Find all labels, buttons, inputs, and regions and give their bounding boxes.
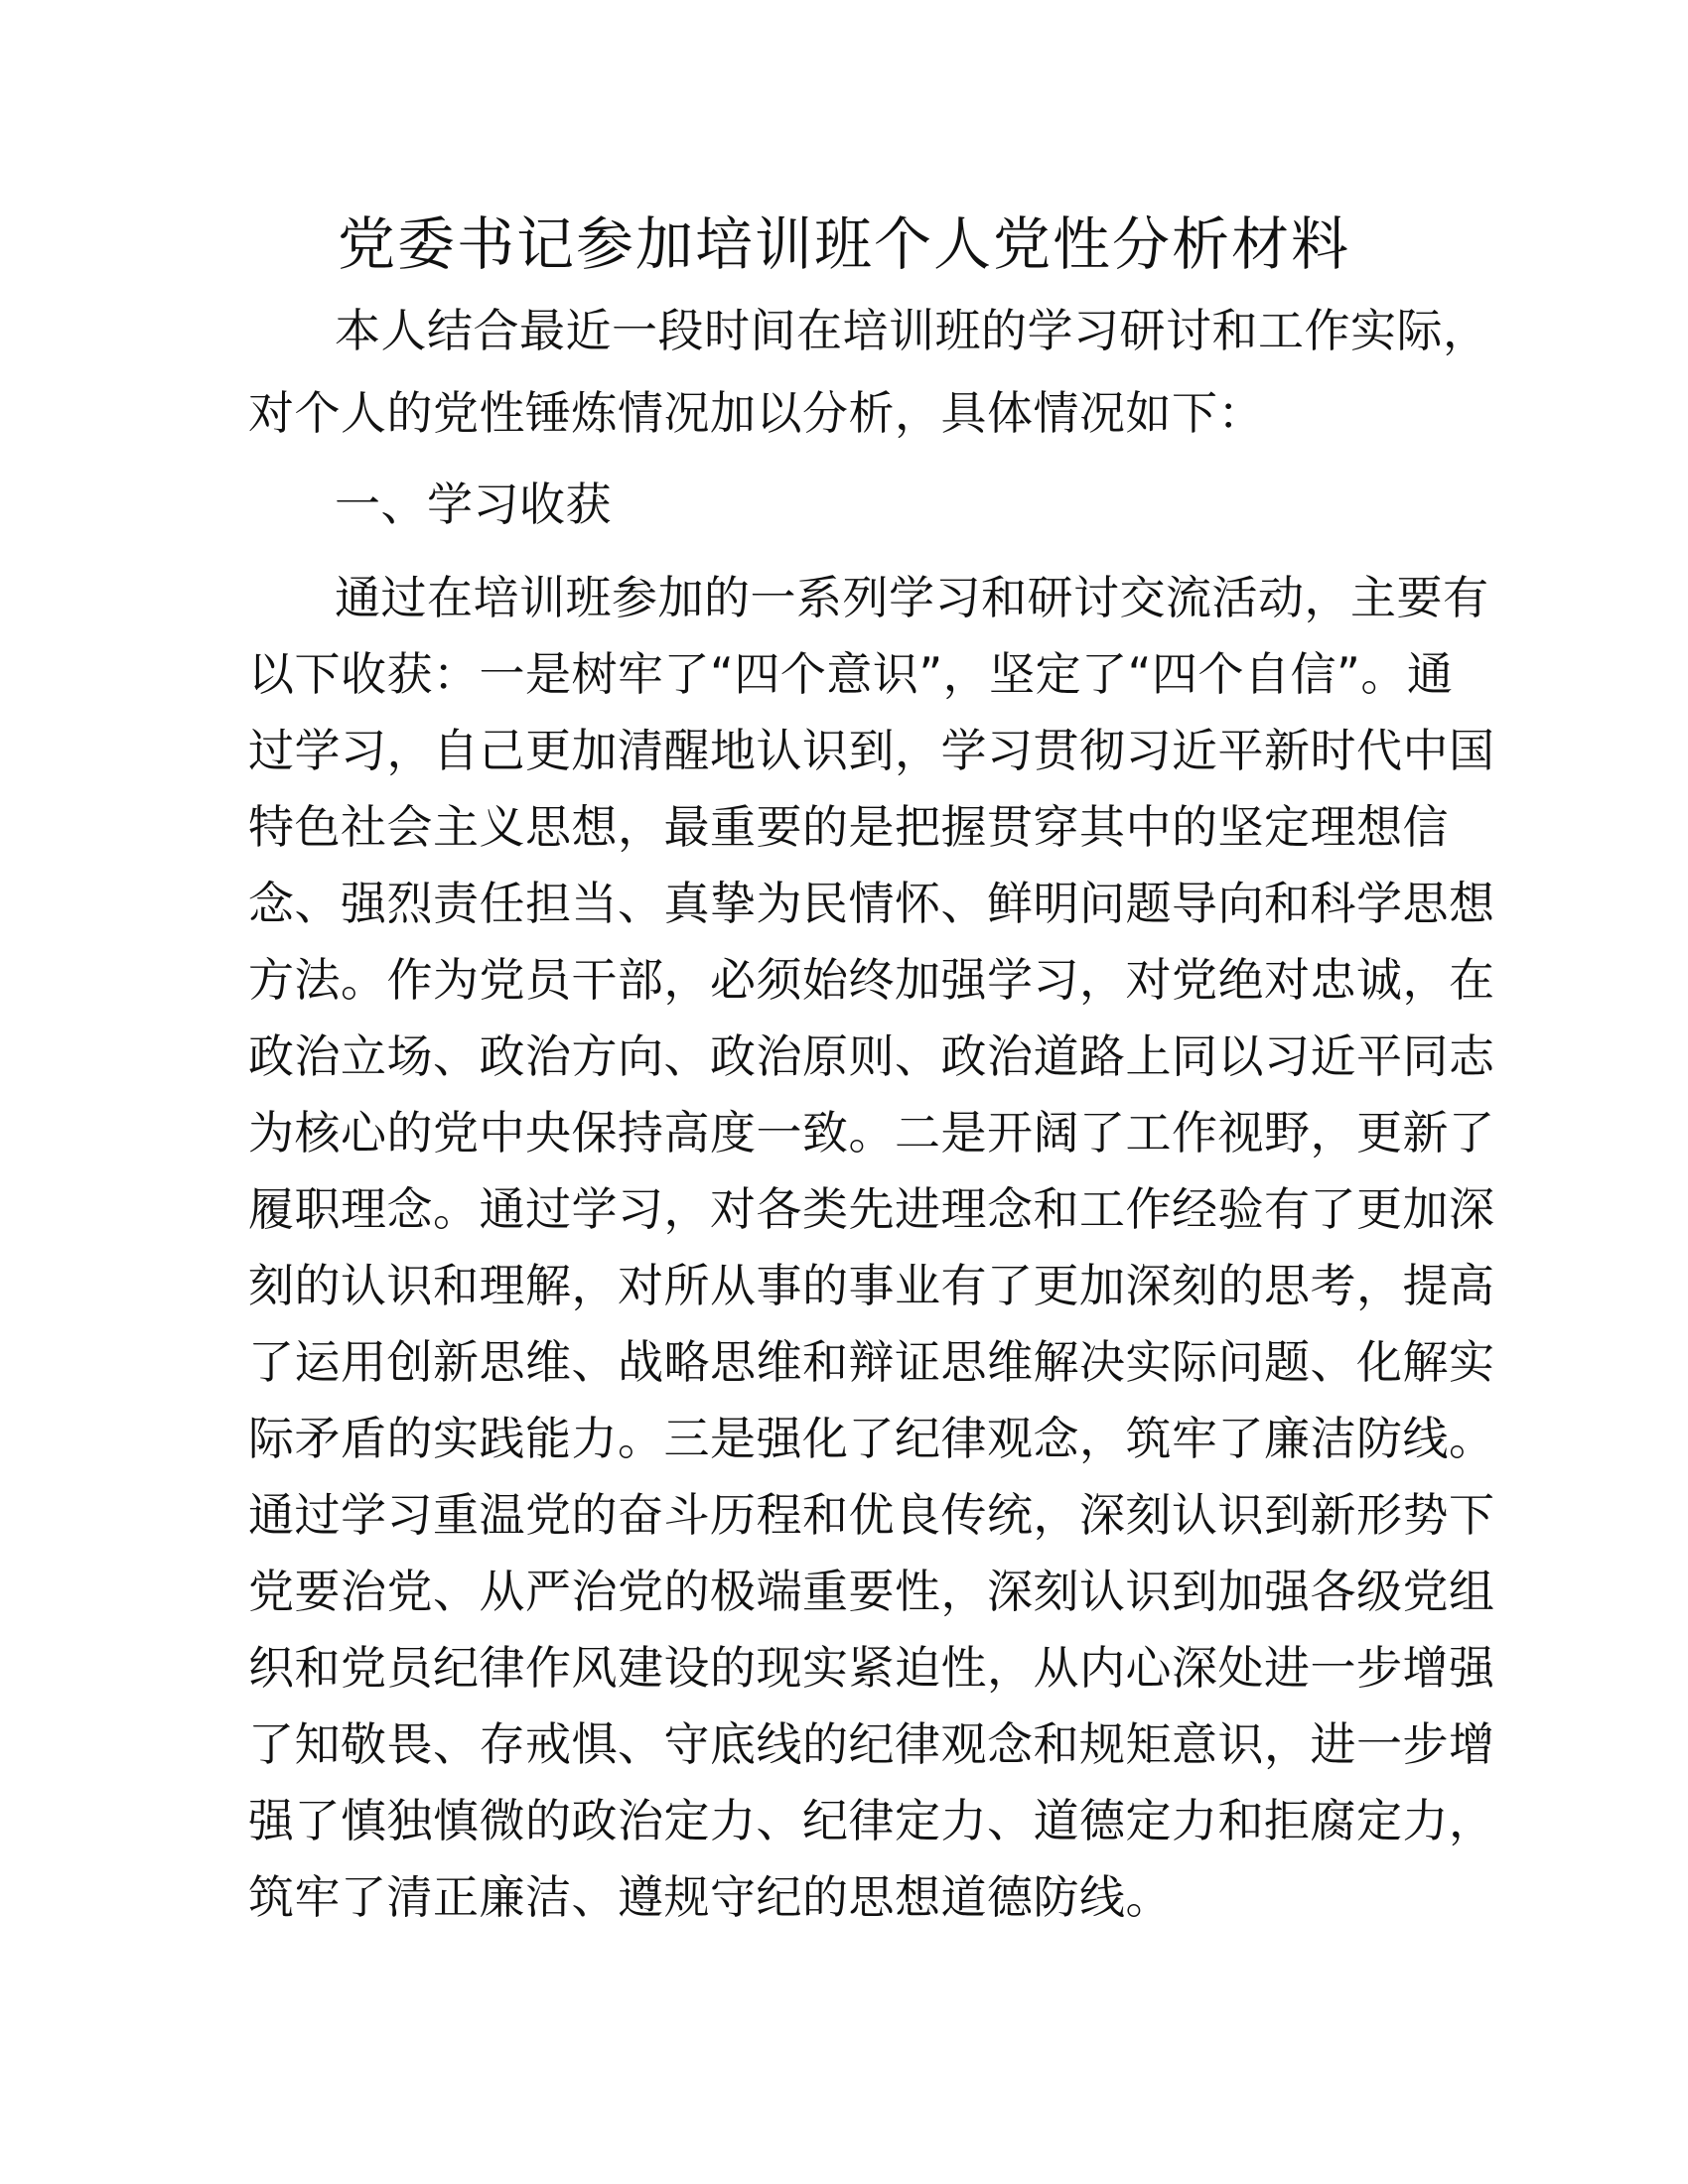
body-text-5: 念、强烈责任担当、真挚为民情怀、鲜明问题导向和科学思想: [248, 877, 1495, 930]
body-text-13: 通过学习重温党的奋斗历程和优良传统，深刻认识到新形势下: [248, 1488, 1495, 1542]
body-text-14: 党要治党、从严治党的极端重要性，深刻认识到加强各级党组: [248, 1565, 1495, 1618]
body-text-2: 以下收获：一是树牢了“四个意识”，坚定了“四个自信”。通: [248, 647, 1454, 701]
body-text-4: 特色社会主义思想，最重要的是把握贯穿其中的坚定理想信: [248, 800, 1449, 854]
section-heading: 一、学习收获: [335, 478, 612, 531]
body-text-7: 政治立场、政治方向、政治原则、政治道路上同以习近平同志: [248, 1029, 1495, 1083]
intro-text-1: 本人结合最近一段时间在培训班的学习研讨和工作实际，: [335, 304, 1489, 357]
intro-text-2: 对个人的党性锤炼情况加以分析，具体情况如下：: [248, 386, 1264, 440]
body-text-3: 过学习，自己更加清醒地认识到，学习贯彻习近平新时代中国: [248, 724, 1495, 777]
body-text-12: 际矛盾的实践能力。三是强化了纪律观念，筑牢了廉洁防线。: [248, 1412, 1495, 1465]
body-text-9: 履职理念。通过学习，对各类先进理念和工作经验有了更加深: [248, 1182, 1495, 1236]
body-text-11: 了运用创新思维、战略思维和辩证思维解决实际问题、化解实: [248, 1335, 1495, 1389]
body-text-10: 刻的认识和理解，对所从事的事业有了更加深刻的思考，提高: [248, 1259, 1495, 1312]
body-text-6: 方法。作为党员干部，必须始终加强学习，对党绝对忠诚，在: [248, 953, 1495, 1007]
body-text-15: 织和党员纪律作风建设的现实紧迫性，从内心深处进一步增强: [248, 1641, 1495, 1695]
body-text-18: 筑牢了清正廉洁、遵规守纪的思想道德防线。: [248, 1870, 1172, 1924]
body-text-8: 为核心的党中央保持高度一致。二是开阔了工作视野，更新了: [248, 1106, 1495, 1160]
body-text-17: 强了慎独慎微的政治定力、纪律定力、道德定力和拒腐定力，: [248, 1794, 1495, 1847]
body-text-16: 了知敬畏、存戒惧、守底线的纪律观念和规矩意识，进一步增: [248, 1717, 1495, 1771]
document-title: 党委书记参加培训班个人党性分析材料: [337, 210, 1350, 278]
body-text-1: 通过在培训班参加的一系列学习和研讨交流活动，主要有: [335, 571, 1489, 624]
